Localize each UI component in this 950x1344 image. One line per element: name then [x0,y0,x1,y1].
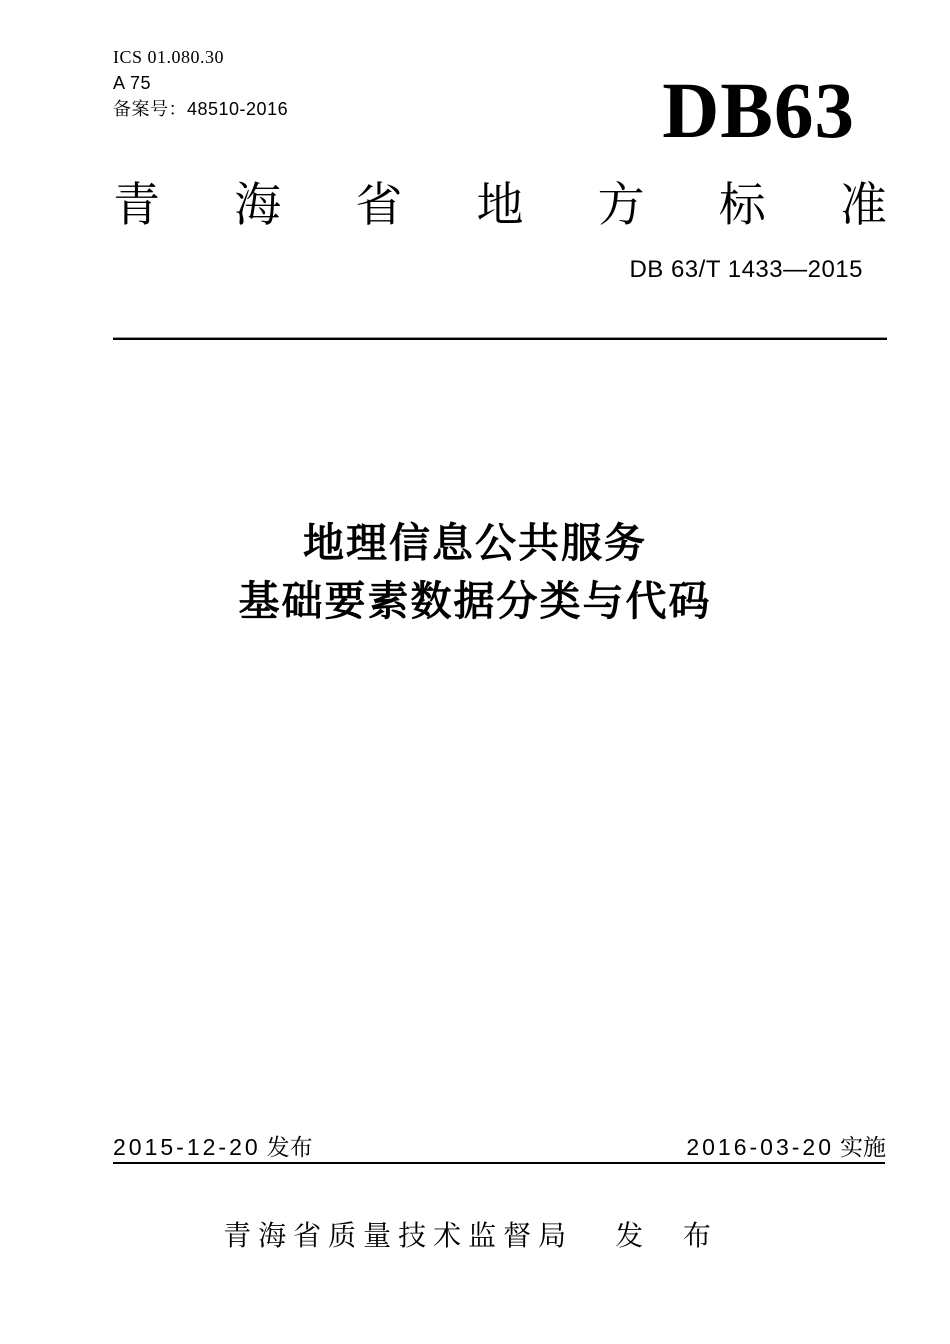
standard-number: DB 63/T 1433—2015 [629,256,863,283]
info-block [113,44,288,122]
standard-type-char: 地 [476,178,524,231]
dates-row [113,1133,886,1161]
bottom-divider [113,1162,885,1164]
top-divider [113,337,887,340]
standard-type-char: 准 [839,178,887,231]
document-title-line2: 基础要素数据分类与代码 [238,578,712,624]
standard-type-char: 标 [718,178,766,231]
publish-label: 发 布 [615,1220,727,1251]
record-number: 备案号：48510-2016 [113,99,289,119]
issue-date-label: 发布 [266,1134,313,1160]
db63-logo: DB63 [662,68,855,155]
standard-type-char: 方 [597,178,645,231]
issue-date [113,1133,313,1161]
implement-date-value: 2016-03-20 [686,1134,834,1160]
document-title [0,514,950,630]
issue-date-value: 2015-12-20 [113,1134,261,1160]
category-code: A 75 [113,73,152,93]
standard-type-char: 省 [355,178,403,231]
standard-type-char: 海 [234,178,282,231]
publisher-row [0,1221,950,1251]
implement-date [686,1133,886,1161]
standard-type-char: 青 [113,178,160,231]
publisher-name: 青海省质量技术监督局 [223,1220,574,1251]
implement-date-label: 实施 [840,1134,886,1160]
document-title-line1: 地理信息公共服务 [303,520,647,566]
ics-code: ICS 01.080.30 [113,47,225,67]
standard-type-heading [113,180,887,230]
